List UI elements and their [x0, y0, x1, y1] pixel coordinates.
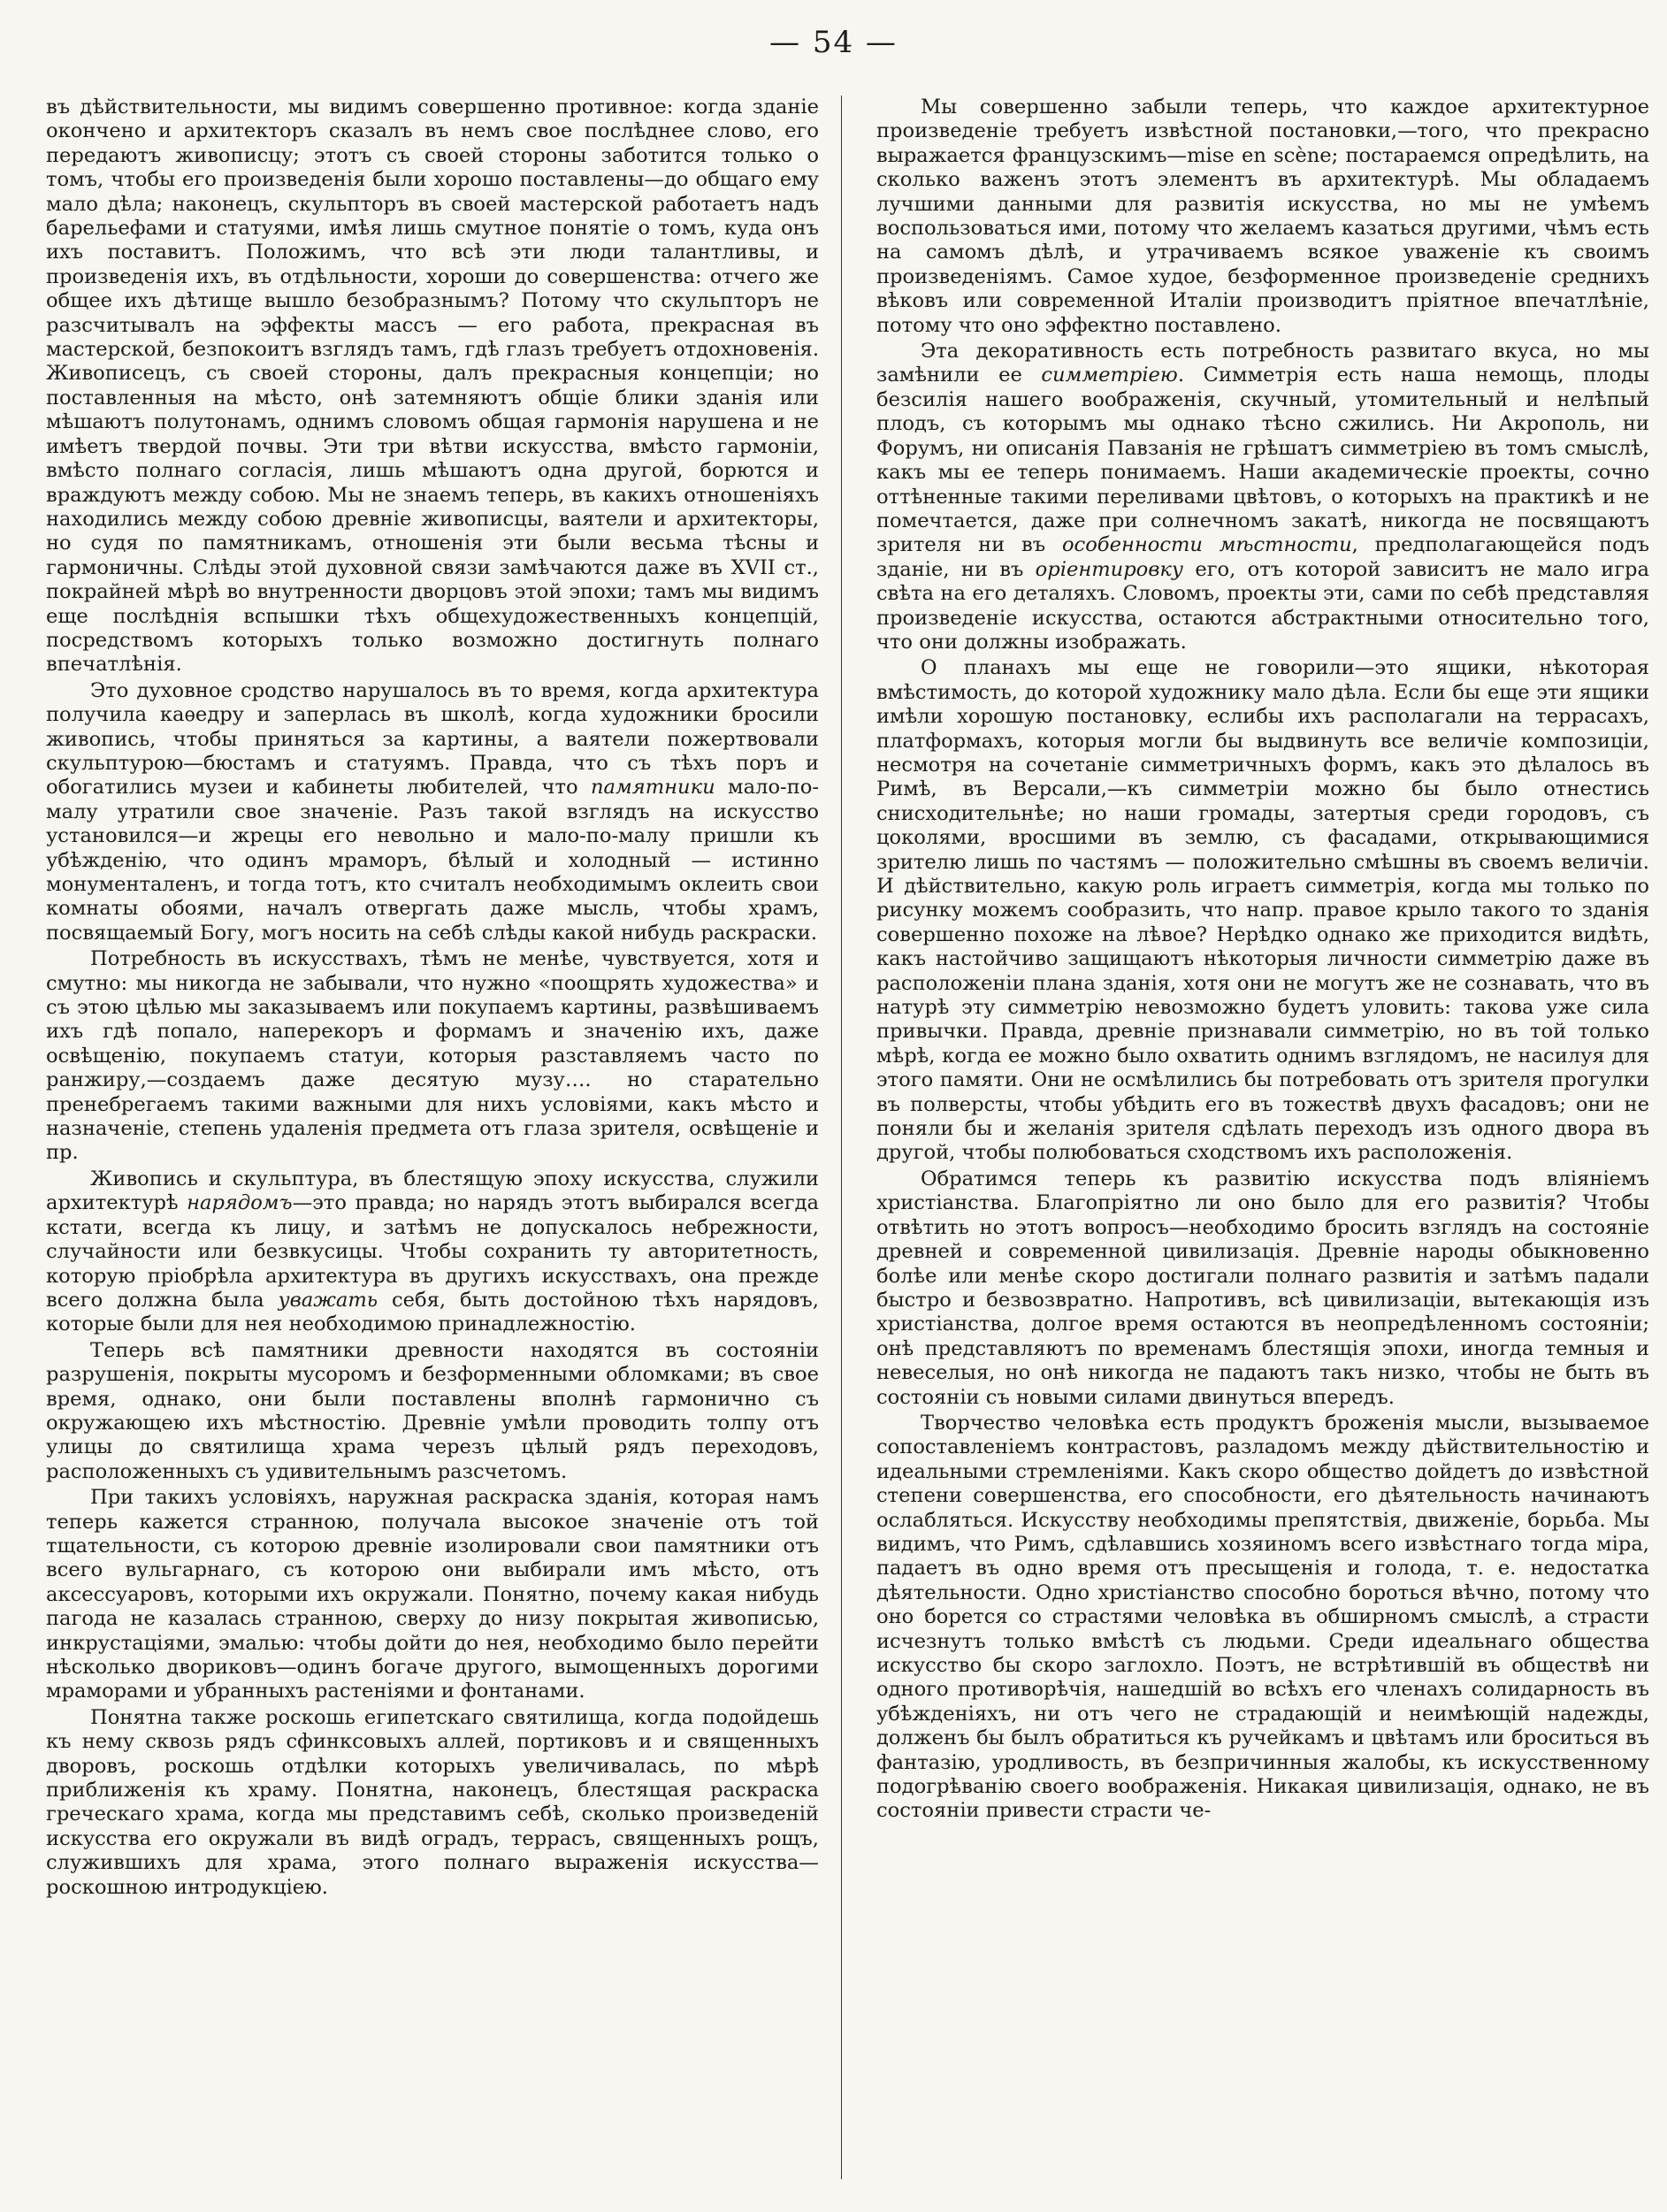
emphasis-text: симметріею [1041, 364, 1178, 387]
paragraph [46, 1167, 819, 1337]
emphasis-text: памятники [591, 776, 715, 800]
text-run: О планахъ мы еще не говорили—это ящики, нѣкоторая вмѣстимость, до которой художнику мало дѣла. Если бы еще эти ящики имѣли хорошую постановку, еслибы ихъ располагали на террасахъ, платформахъ, которыя могли бы выдвинуть все величіе композиціи, несмотря на сочетаніе симметричныхъ формъ, какъ это дѣлалось въ Римѣ, въ Версали,—къ симметріи можно бы было отнестись снисходительнѣе; но наши громады, затертыя среди городовъ, съ цоколями, вросшими въ землю, съ фасадами, открывающимися зрителю лишь по частямъ — положительно смѣшны въ своемъ величіи. И дѣйствительно, какую роль играетъ симметрія, когда мы только по рисунку можемъ сообразить, что напр. правое крыло такого то зданія совершенно похоже на лѣвое? Нерѣдко однако же приходится видѣть, какъ настойчиво защищаютъ нѣкоторыя личности симметрію даже въ расположеніи плана зданія, хотя они не могутъ же не сознавать, что въ натурѣ эту симметрію невозможно будетъ уловить: такова уже сила привычки. Правда, древніе признавали симметрію, но въ той только мѣрѣ, когда ее можно было охватить однимъ взглядомъ, не насилуя для этого памяти. Они не осмѣлились бы потребовать отъ зрителя прогулки въ полверсты, чтобы убѣдить его въ тожествѣ двухъ фасадовъ; они не поняли бы и желанія зрителя сдѣлать переходъ изъ одного двора въ другой, чтобы полюбоваться сходствомъ ихъ расположенія. [876, 656, 1649, 1165]
text-run: Живопись и скульптура, въ блестящую эпоху искусства, служили архитектурѣ [46, 1167, 819, 1215]
text-run: Теперь всѣ памятники древности находятся въ состояніи разрушенія, покрыты мусоромъ и безформенными обломками; въ свое время, однако, они были поставлены вполнѣ гармонично съ окружающею ихъ мѣстностію. Древніе умѣли проводить толпу отъ улицы до святилища храма черезъ цѣлый рядъ переходовъ, расположенныхъ съ удивительнымъ разсчетомъ. [46, 1338, 819, 1483]
paragraph [876, 1167, 1649, 1410]
emphasis-text: уважать [278, 1288, 379, 1312]
page-number: — 54 — [769, 25, 898, 60]
text-run: его, отъ которой зависитъ не мало игра свѣта на его деталяхъ. Словомъ, проекты эти, сами по себѣ представляя произведеніе искусства, остаются абстрактными относительно того, что они должны изображать. [876, 557, 1649, 654]
paragraph [876, 656, 1649, 1166]
paragraph [46, 1339, 819, 1484]
emphasis-text: особенности мѣстности [1061, 533, 1352, 557]
text-run: Понятна также роскошь египетскаго святилища, когда подойдешь къ нему сквозь рядъ сфинксовыхъ аллей, портиковъ и и священныхъ дворовъ, роскошь отдѣлки которыхъ увеличивалась, по мѣрѣ приближенія къ храму. Понятна, наконецъ, блестящая раскраска греческаго храма, когда мы представимъ себѣ, сколько произведеній искусства его окружали въ видѣ оградъ, террасъ, священныхъ рощъ, служившихъ для храма, этого полнаго выраженія искусства—роскошною интродукціею. [46, 1705, 819, 1899]
emphasis-text: нарядомъ [187, 1191, 293, 1215]
text-run: Потребность въ искусствахъ, тѣмъ не менѣе, чувствуется, хотя и смутно: мы никогда не забывали, что нужно «поощрять художества» и съ этою цѣлью мы заказываемъ или покупаемъ картины, развѣшиваемъ ихъ гдѣ попало, наперекоръ и формамъ и значенію ихъ, даже освѣщенію, покупаемъ статуи, которыя разставляемъ часто по ранжиру,—создаемъ даже десятую музу…. но старательно пренебрегаемъ такими важными для нихъ условіями, какъ мѣсто и назначеніе, степень удаленія предмета отъ глаза зрителя, освѣщеніе и пр. [46, 947, 819, 1165]
paragraph [46, 96, 819, 677]
paragraph [46, 679, 819, 945]
text-run: —это правда; но нарядъ этотъ выбирался всегда кстати, всегда къ лицу, и затѣмъ не допускалось небрежности, случайности или безвкусицы. Чтобы сохранить ту авторитетность, которую пріобрѣла архитектура въ другихъ искусствахъ, она прежде всего должна была [46, 1191, 819, 1312]
emphasis-text: оріентировку [1035, 557, 1184, 581]
text-run: Творчество человѣка есть продуктъ броженія мысли, вызываемое сопоставленіемъ контрастовъ, разладомъ между дѣйствительностію и идеальными стремленіями. Какъ скоро общество дойдетъ до извѣстной степени совершенства, его способности, его дѣятельность начинаютъ ослабляться. Искусству необходимы препятствія, движеніе, борьба. Мы видимъ, что Римъ, сдѣлавшись хозяиномъ всего извѣстнаго тогда міра, падаетъ въ одно время отъ пресыщенія и голода, т. е. недостатка дѣятельности. Одно христіанство способно бороться вѣчно, потому что оно борется со страстями человѣка въ обширномъ смыслѣ, а страсти исчезнутъ только вмѣстѣ съ людьми. Среди идеальнаго общества искусство бы скоро заглохло. Поэтъ, не встрѣтившій въ обществѣ ни одного противорѣчія, нашедшій во всѣхъ его членахъ солидарность въ убѣжденіяхъ, ни отъ чего не страдающій и неимѣющій надежды, долженъ бы былъ обратиться къ ручейкамъ и цвѣтамъ или броситься въ фантазію, уродливость, въ безпричинныя жалобы, къ искусственному подогрѣванію своего воображенія. Никакая цивилизація, однако, не въ состояніи привести страсти че- [876, 1411, 1649, 1823]
text-run: Это духовное сродство нарушалось въ то время, когда архитектура получила каѳедру и заперлась въ школѣ, когда художники бросили живопись, чтобы приняться за картины, а ваятели пожертвовали скульптурою—бюстамъ и статуямъ. Правда, что съ тѣхъ поръ и обогатились музеи и кабинеты любителей, что [46, 678, 819, 800]
paragraph [46, 1706, 819, 1900]
text-run: , предполагающейся подъ зданіе, ни въ [876, 533, 1649, 581]
paragraph [876, 340, 1649, 654]
paragraph [876, 96, 1649, 338]
text-run: Эта декоративность есть потребность развитаго вкуса, но мы замѣнили ее [876, 340, 1649, 387]
text-run: мало-по-малу утратили свое значеніе. Разъ такой взглядъ на искусство установился—и жрецы его невольно и мало-по-малу пришли къ убѣжденію, что одинъ мраморъ, бѣлый и холодный — истинно монументаленъ, и тогда тотъ, кто считалъ необходимымъ оклеить свои комнаты обоями, началъ отвергать даже мысль, чтобы храмъ, посвящаемый Богу, могъ носить на себѣ слѣды какой нибудь раскраски. [46, 776, 819, 945]
right-column [876, 96, 1649, 1824]
column-divider [841, 96, 842, 2179]
text-run: себя, быть достойною тѣхъ нарядовъ, которые были для нея необходимою принадлежностію. [46, 1288, 819, 1336]
paragraph [46, 1486, 819, 1704]
text-run: Мы совершенно забыли теперь, что каждое архитектурное произведеніе требуетъ извѣстной постановки,—того, что прекрасно выражается французскимъ—mise en scène; постараемся опредѣлить, на сколько важенъ этотъ элементъ въ архитектурѣ. Мы обладаемъ лучшими данными для развитія искусства, но мы не умѣемъ воспользоваться ими, потому что желаемъ казаться другими, чѣмъ есть на самомъ дѣлѣ, и утрачиваемъ всякое уваженіе къ своимъ произведеніямъ. Самое худое, безформенное произведеніе среднихъ вѣковъ или современной Италіи производитъ пріятное впечатлѣніе, потому что оно эффектно поставлено. [876, 96, 1649, 337]
paragraph [876, 1412, 1649, 1824]
text-run: въ дѣйствительности, мы видимъ совершенно противное: когда зданіе окончено и архитекторъ сказалъ въ немъ свое послѣднее слово, его передаютъ живописцу; этотъ съ своей стороны заботится только о томъ, чтобы его произведенія были хорошо поставлены—до общаго ему мало дѣла; наконецъ, скульпторъ въ своей мастерской работаетъ надъ барельефами и статуями, имѣя лишь смутное понятіе о томъ, куда онъ ихъ поставитъ. Положимъ, что всѣ эти люди талантливы, и произведенія ихъ, въ отдѣльности, хороши до совершенства: отчего же общее ихъ дѣтище вышло безобразнымъ? Потому что скульпторъ не разсчитывалъ на эффекты массъ — его работа, прекрасная въ мастерской, безпокоитъ взглядъ тамъ, гдѣ глазъ требуетъ отдохновенія. Живописецъ, съ своей стороны, далъ прекрасныя концепціи; но поставленныя на мѣсто, онѣ затемняютъ общіе блики зданія или мѣшаютъ полутонамъ, однимъ словомъ общая гармонія нарушена и не имѣетъ твердой почвы. Эти три вѣтви искусства, вмѣсто гармоніи, вмѣсто полнаго согласія, лишь мѣшаютъ одна другой, борются и враждуютъ между собою. Мы не знаемъ теперь, въ какихъ отношеніяхъ находились между собою древніе живописцы, ваятели и архитекторы, но судя по памятникамъ, отношенія эти были весьма тѣсны и гармоничны. Слѣды этой духовной связи замѣчаются даже въ XVII ст., покрайней мѣрѣ во внутренности дворцовъ этой эпохи; тамъ мы видимъ еще послѣднія вспышки тѣхъ общехудожественныхъ концепцій, посредствомъ которыхъ только возможно достигнуть полнаго впечатлѣнія. [46, 96, 819, 677]
text-run: . Симметрія есть наша немощь, плоды безсилія нашего воображенія, скучный, утомительный и нелѣпый плодъ, съ которымъ мы однако тѣсно сжились. Ни Акрополь, ни Форумъ, ни описанія Павзанія не грѣшатъ симметріею въ томъ смыслѣ, какъ мы ее теперь понимаемъ. Наши академическіе проекты, сочно оттѣненные такими переливами цвѣтовъ, о которыхъ на практикѣ и не помечтается, даже при солнечномъ закатѣ, никогда не посвящаютъ зрителя ни въ [876, 364, 1649, 557]
paragraph [46, 947, 819, 1166]
left-column [46, 96, 819, 1900]
text-run: Обратимся теперь къ развитію искусства подъ вліяніемъ христіанства. Благопріятно ли оно было для его развитія? Чтобы отвѣтить но этотъ вопросъ—необходимо бросить взглядъ на состояніе древней и современной цивилизація. Древніе народы обыкновенно болѣе или менѣе скоро достигали полнаго развитія и затѣмъ падали быстро и безвозвратно. Напротивъ, всѣ цивилизаціи, вытекающія изъ христіанства, долгое время остаются въ неопредѣленномъ состояніи; онѣ представляютъ по временамъ блестящія эпохи, иногда темныя и невеселыя, но онѣ никогда не падаютъ такъ низко, чтобы не быть въ состояніи съ новыми силами двинуться впередъ. [876, 1167, 1649, 1409]
text-run: При такихъ условіяхъ, наружная раскраска зданія, которая намъ теперь кажется странною, получала высокое значеніе отъ той тщательности, съ которою древніе изолировали свои памятники отъ всего вульгарнаго, съ которою они выбирали имъ мѣсто, отъ аксессуаровъ, которыми ихъ окружали. Понятно, почему какая нибудь пагода не казалась странною, сверху до низу покрытая живописью, инкрустаціями, эмалью: чтобы дойти до нея, необходимо было перейти нѣсколько двориковъ—одинъ богаче другого, вымощенныхъ дорогими мраморами и убранныхъ растеніями и фонтанами. [46, 1486, 819, 1703]
